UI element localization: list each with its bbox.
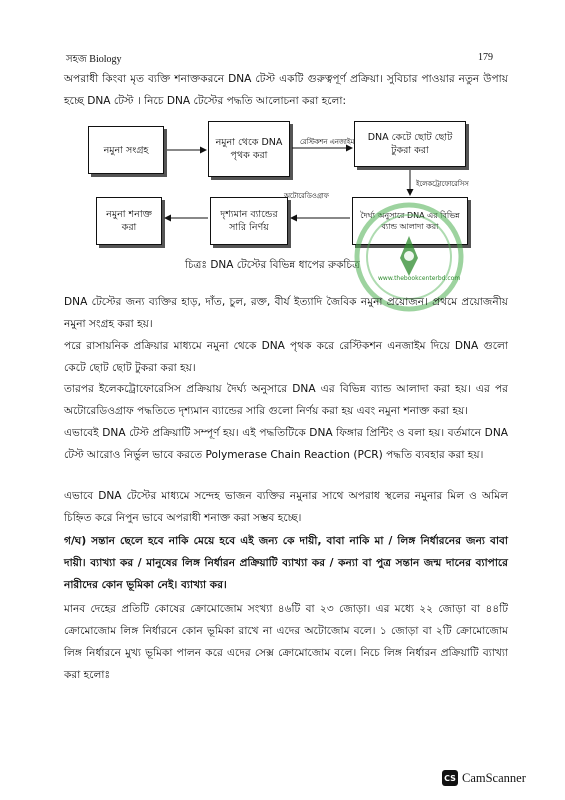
camscanner-badge [442,768,526,788]
intro-paragraph: অপরাধী কিংবা মৃত ব্যক্তি শনাক্তকরনে DNA টেস্ট একটি গুরুত্বপূর্ণ প্রক্রিয়া। সুবিচার পাওয়ার নতুন উপায় হচ্ছে DNA টেস্ট । নিচে DNA টেস্টের পদ্ধতি আলোচনা করা হলো: [64,73,508,107]
box-dna-separation: নমুনা থেকে DNA পৃথক করা [208,121,290,177]
page-number: 179 [478,52,493,63]
box-length-separation: দৈর্ঘ্য অনুসারে DNA এর বিভিন্ন ব্যান্ড আলাদা করা [352,197,468,245]
question-heading: গ/ঘ) সন্তান ছেলে হবে নাকি মেয়ে হবে এই জন্য কে দায়ী, বাবা নাকি মা / লিঙ্গ নির্ধারনের জন্য বাবা দায়ী। ব্যাখ্যা কর / মানুষের লিঙ্গ নির্ধারন প্রক্রিয়াটি ব্যাখ্যা কর / কন্যা বা পুত্র সন্তান জন্ম দানের ব্যাপারে নারীদের কোন ভূমিকা নেই। ব্যাখ্যা কর। [64,535,508,591]
label-restriction-enzyme: রেস্টিকশন এনজাইম [300,138,355,146]
box-dna-cutting: DNA কেটে ছোট ছোট টুকরা করা [354,121,466,167]
book-title: সহজ Biology [66,54,122,65]
box-sample-identify: নমুনা শনাক্ত করা [96,197,162,245]
label-autoradiograph: অটোরেডিওগ্রাফ [284,192,329,200]
box-sample-collection: নমুনা সংগ্রহ [88,126,164,174]
body-paragraph-3: তারপর ইলেকট্রোফোরেসিস প্রক্রিয়ায় দৈর্ঘ্য অনুসারে DNA এর বিভিন্ন ব্যান্ড আলাদা করা হয়। এর পর অটোরেডিওগ্রাফ পদ্ধতিতে দৃশ্যমান ব্যান্ডের সারি গুলো নির্ণয় করা হয় এবং নমুনা শনাক্ত করা হয়। [64,383,508,417]
box-band-order: দৃশ্যমান ব্যান্ডের সারি নির্ণয় [210,197,288,245]
answer-paragraph: মানব দেহের প্রতিটি কোষের ক্রোমোজোম সংখ্যা ৪৬টি বা ২৩ জোড়া। এর মধ্যে ২২ জোড়া বা ৪৪টি ক্রোমোজোম লিঙ্গ নির্ধারনে কোন ভূমিকা রাখে না এদের অটোজোম বলে। ১ জোড়া বা ২টি ক্রোমোজোম লিঙ্গ নির্ধারনে মুখ্য ভূমিকা পালন করে এদের সেক্স ক্রোমোজোম বলে। নিচে লিঙ্গ নির্ধারন প্রক্রিয়াটি ব্যাখ্যা করা হলোঃ [64,603,508,681]
label-electrophoresis: ইলেকট্রোফোরেসিস [416,180,469,188]
camscanner-logo-icon: CS [442,770,458,786]
figure-caption: চিত্রঃ DNA টেস্টের বিভিন্ন ধাপের রুকচিত্র [185,259,360,271]
camscanner-name: CamScanner [462,770,526,785]
watermark-url: www.thebookcenterbd.com [378,275,461,282]
body-paragraph-4: এভাবেই DNA টেস্ট প্রক্রিয়াটি সম্পূর্ণ হয়। এই পদ্ধতিটিকে DNA ফিঙ্গার প্রিন্টিং ও বলা হয়। বর্তমানে DNA টেস্ট আরোও নির্ভুল ভাবে করতে Polymerase Chain Reaction (PCR) পদ্ধতি ব্যবহার করা হয়। [64,427,508,461]
body-paragraph-2: পরে রাসায়নিক প্রক্রিয়ার মাধ্যমে নমুনা থেকে DNA পৃথক করে রেস্টিকশন এনজাইম দিয়ে DNA গুলো কেটে ছোট ছোট টুকরা করা হয়। [64,340,508,374]
body-paragraph-5: এভাবে DNA টেস্টের মাধ্যমে সন্দেহ ভাজন ব্যক্তির নমুনার সাথে অপরাধ স্থলের নমুনার মিল ও অমিল চিহ্নিত করে নিপুন ভাবে অপরাধী শনাক্ত করা সম্ভব হচ্ছে। [64,490,508,524]
body-paragraph-1: DNA টেস্টের জন্য ব্যক্তির হাড়, দাঁত, চুল, রক্ত, বীর্য ইত্যাদি জৈবিক নমুনা প্রয়োজন। প্রথমে প্রয়োজনীয় নমুনা সংগ্রহ করা হয়। [64,296,508,330]
